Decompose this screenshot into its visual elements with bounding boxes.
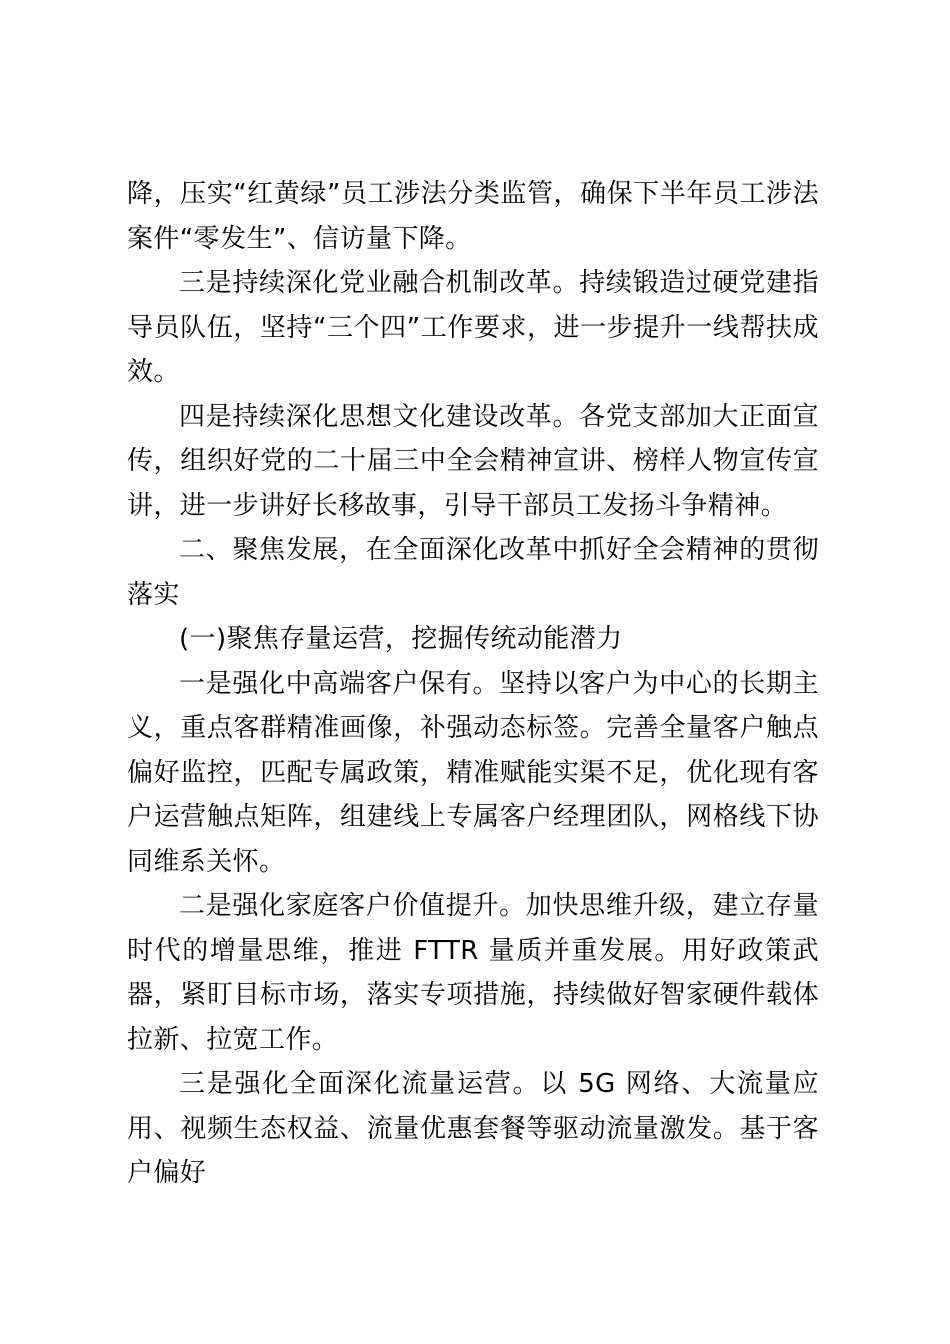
section-heading-development: 二、聚焦发展，在全面深化改革中抓好全会精神的贯彻落实 — [127, 535, 819, 610]
paragraph-high-end-customers: 一是强化中高端客户保有。坚持以客户为中心的长期主义，重点客群精准画像，补强动态标签。完善全量客户触点偏好监控，匹配专属政策，精准赋能实渠不足，优化现有客户运营触点矩阵，组建线上专属客户经理团队，网格线下协同维系关怀。 — [127, 668, 819, 877]
document-body — [127, 172, 819, 1196]
subsection-heading-stock-operation: (一)聚焦存量运营，挖掘传统动能潜力 — [179, 624, 623, 654]
paragraph-party-business-integration: 三是持续深化党业融合机制改革。持续锻造过硬党建指导员队伍，坚持“三个四”工作要求，进一步提升一线帮扶成效。 — [127, 268, 819, 387]
paragraph-continuation: 降，压实“红黄绿”员工涉法分类监管，确保下半年员工涉法案件“零发生”、信访量下降。 — [127, 179, 819, 254]
paragraph-culture-reform: 四是持续深化思想文化建设改革。各党支部加大正面宣传，组织好党的二十届三中全会精神宣讲、榜样人物宣传宣讲，进一步讲好长移故事，引导干部员工发扬斗争精神。 — [127, 401, 819, 521]
paragraph-family-customers: 二是强化家庭客户价值提升。加快思维升级，建立存量时代的增量思维，推进 FTTR 量质并重发展。用好政策武器，紧盯目标市场，落实专项措施，持续做好智家硬件载体拉新、拉宽工作。 — [127, 891, 819, 1055]
paragraph-traffic-operation: 三是强化全面深化流量运营。以 5G 网络、大流量应用、视频生态权益、流量优惠套餐等驱动流量激发。基于客户偏好 — [127, 1069, 819, 1188]
